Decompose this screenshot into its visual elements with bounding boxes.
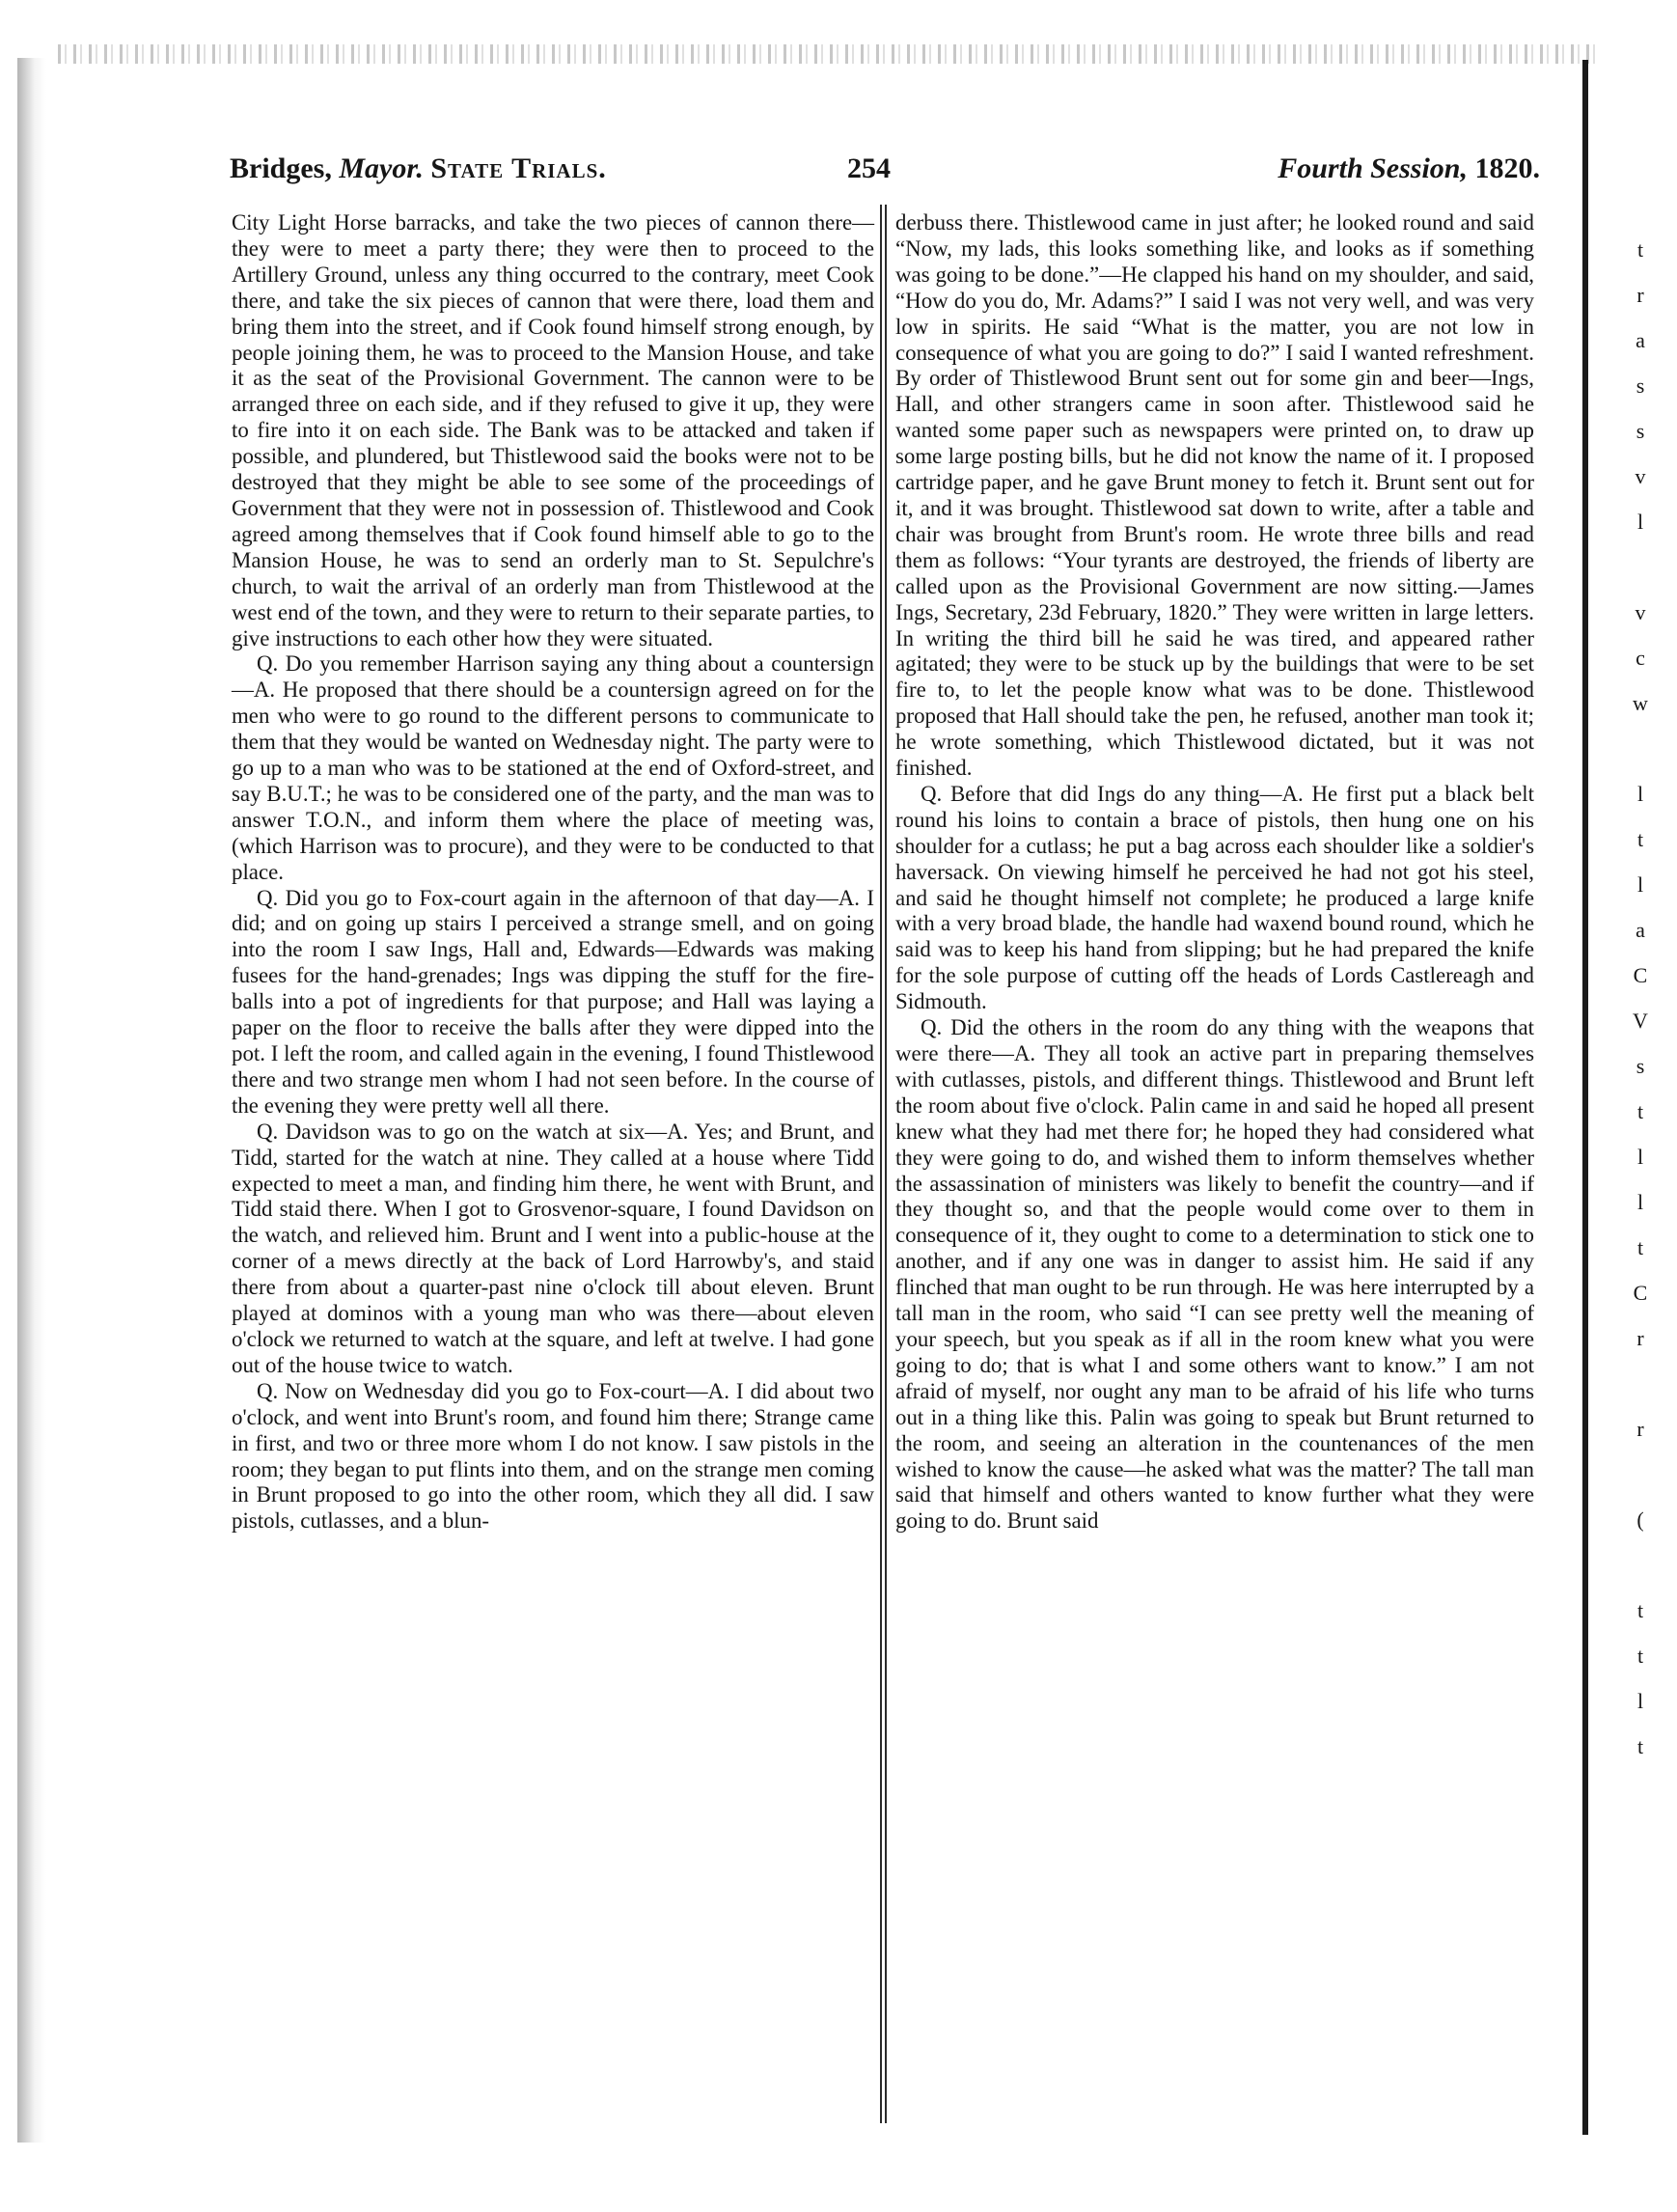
margin-fragment [1623,1905,1658,1950]
margin-fragment [1623,1542,1658,1588]
margin-fragment [1623,1814,1658,1860]
margin-fragment: r [1636,1417,1644,1441]
margin-fragment: c [1636,646,1645,670]
margin-fragment: l [1636,872,1644,897]
paragraph: Q. Before that did Ings do any thing—A. He first put a black belt round his loins to contain a brace of pistols, then hung one on his shoulder for a cutlass; he put a bag across each shoulder like a soldier's haversack. On viewing himself he perceived he had not got his steel, and said he thought himself not complete; he produced a large knife with a very broad blade, the handle had waxend bound round, which he said was to keep his hand from slipping; but he had prepared the knife for the sole purpose of cutting off the heads of Lords Castlereagh and Sidmouth. [895,781,1534,1014]
margin-fragment: t [1636,1099,1644,1123]
margin-fragment: a [1636,918,1645,942]
running-header [230,152,1540,191]
header-year: 1820. [1474,152,1540,184]
margin-fragment: V [1633,1009,1648,1033]
paragraph: Q. Did the others in the room do any thing with the weapons that were there—A. They all took an active part in preparing themselves with cutlasses, pistols, and different things. Thistlewood and Brunt left the room about five o'clock. Palin came in and said he hoped all present knew what they had met there for; he hoped they had considered what they were going to do, and wished them to inform themselves whether the assassination of ministers was likely to benefit the country—and if they thought so, and that the people would come over to them in consequence of it, they ought to come to a determination to stick one to another, and if any one was in danger to assist him. He said if any flinched that man ought to be run through. He was here interrupted by a tall man in the room, who said “I can see pretty well the meaning of your speech, but you speak as if all in the room knew what you were going to do; that is what I and some others want to know.” I am not afraid of myself, nor ought any man to be afraid of his life who turns out in a thing like this. Palin was going to speak but Brunt returned to the room, and seeing an alteration in the countenances of the men wished to know the cause—he asked what was the matter? The tall man said that himself and others wanted to know further what they were going to do. Brunt said [895,1015,1534,1534]
paragraph: City Light Horse barracks, and take the two pieces of cannon there—they were to meet a party there; they were then to proceed to the Artillery Ground, unless any thing occurred to the contrary, meet Cook there, and take the six pieces of cannon that were there, load them and bring them into the street, and if Cook found himself strong enough, by people joining them, he was to proceed to the Mansion House, and take it as the seat of the Provisional Government. The cannon were to be arranged three on each side, and if they refused to give it up, they were to fire into it on each side. The Bank was to be attacked and taken if possible, and plundered, but Thistlewood said the books were not to be destroyed that they might be able to see some of the proceedings of Government that they were not in possession of. Thistlewood and Cook agreed among themselves that if Cook found himself able to go to the Mansion House, he was to send an orderly man to St. Sepulchre's church, to wait the arrival of an orderly man from Thistlewood at the west end of the town, and they were to return to their separate parties, to give instructions to each other how they were situated. [232,210,874,650]
margin-fragment [1623,1452,1658,1497]
margin-fragment: C [1633,963,1648,987]
margin-fragment: t [1636,1734,1644,1758]
header-title: Mayor. [339,152,424,184]
margin-fragment [1623,1769,1658,1814]
header-name: Bridges, [230,152,332,184]
header-session: Fourth Session, [1278,152,1468,184]
margin-fragment: ( [1636,1507,1644,1532]
margin-fragment: r [1636,1326,1644,1350]
column-divider [880,205,887,2123]
header-right [1278,152,1540,185]
margin-fragment: s [1636,1054,1645,1078]
page-number: 254 [847,152,891,184]
margin-fragment: t [1636,237,1644,262]
paragraph: Q. Now on Wednesday did you go to Fox-court—A. I did about two o'clock, and went into Brunt's room, and found him there; Strange came in first, and two or three more whom I do not know. I saw pistols in the room; they began to put flints into them, and on the strange men coming in Brunt proposed to go into the other room, which they all did. I saw pistols, cutlasses, and a blun- [232,1378,874,1534]
margin-fragment [1623,726,1658,771]
margin-fragment: t [1636,1235,1644,1259]
margin-fragment: l [1636,1689,1644,1713]
margin-fragments [1623,227,1658,1950]
margin-fragment: l [1636,1190,1644,1214]
margin-fragment: t [1636,1598,1644,1622]
margin-fragment: t [1636,827,1644,851]
margin-fragment: a [1636,328,1645,352]
margin-fragment: t [1636,1644,1644,1668]
margin-fragment: C [1633,1281,1648,1305]
scan-binding-shadow [17,58,46,2143]
margin-fragment: r [1636,283,1644,307]
margin-fragment: l [1636,782,1644,806]
left-column [232,210,874,2114]
margin-fragment [1623,1361,1658,1406]
paragraph: Q. Davidson was to go on the watch at six—A. Yes; and Brunt, and Tidd, started for the watch at nine. They called at a house where Tidd expected to meet a man, and finding him there, he went with Brunt, and Tidd staid there. When I got to Grosvenor-square, I found Davidson on the watch, and relieved him. Brunt and I went into a public-house at the corner of a mews directly at the back of Lord Harrowby's, and staid there from about a quarter-past nine o'clock till about eleven. Brunt played at dominos with a young man who was there—about eleven o'clock we returned to watch at the square, and left at twelve. I had gone out of the house twice to watch. [232,1119,874,1377]
margin-fragment: s [1636,419,1645,443]
paragraph: Q. Do you remember Harrison saying any thing about a countersign—A. He proposed that there should be a countersign agreed on for the men who were to go round to the different persons to communicate to them that they would be wanted on Wednesday night. The party were to go up to a man who was to be stationed at the end of Oxford-street, and say B.U.T.; he was to be considered one of the party, and the man was to answer T.O.N., and inform them where the place of meeting was, (which Harrison was to procure), and they were to be conducted to that place. [232,651,874,884]
header-section: State Trials. [430,152,607,184]
margin-fragment: l [1636,510,1644,534]
margin-fragment: w [1633,691,1648,715]
margin-fragment: l [1636,1145,1644,1169]
margin-fragment: s [1636,373,1645,398]
header-left [230,152,607,185]
paragraph: Q. Did you go to Fox-court again in the afternoon of that day—A. I did; and on going up stairs I perceived a strange smell, and on going into the room I saw Ings, Hall and, Edwards—Edwards was making fusees for the hand-grenades; Ings was dipping the stuff for the fire-balls into a pot of ingredients for that purpose; and Hall was laying a paper on the floor to receive the balls after they were dipped into the pot. I left the room, and called again in the evening, I found Thistlewood there and two strange men whom I had not seen before. In the course of the evening they were pretty well all there. [232,885,874,1118]
margin-fragment: v [1635,464,1646,488]
right-column [895,210,1534,2114]
page-edge-rule [1582,60,1588,2135]
margin-fragment: v [1635,600,1646,624]
paragraph: derbuss there. Thistlewood came in just after; he looked round and said “Now, my lads, this looks something like, and looks as if something was going to be done.”—He clapped his hand on my shoulder, and said, “How do you do, Mr. Adams?” I said I was not very well, and was very low in spirits. He said “What is the matter, you are not low in consequence of what you are going to do?” I said I wanted refreshment. By order of Thistlewood Brunt sent out for some gin and beer—Ings, Hall, and other strangers came in soon after. Thistlewood said he wanted some paper such as newspapers were printed on, to draw up some large posting bills, but he did not know the name of it. I proposed cartridge paper, and he gave Brunt money to fetch it. Brunt sent out for it, and it was brought. Thistlewood sat down to write, after a table and chair was brought from Brunt's room. He wrote three bills and read them as follows: “Your tyrants are destroyed, the friends of liberty are called upon as the Provisional Government are now sitting.—James Ings, Secretary, 23d February, 1820.” They were written in large letters. In writing the third bill he said he was tired, and appeared rather agitated; they were to be stuck up by the buildings that were to be set fire to, to let the people know what was to be done. Thistlewood proposed that Hall should take the pen, he refused, another man took it; he wrote something, which Thistlewood dictated, but it was not finished. [895,210,1534,781]
scan-noise-top [58,44,1602,64]
margin-fragment [1623,544,1658,590]
margin-fragment [1623,1860,1658,1905]
